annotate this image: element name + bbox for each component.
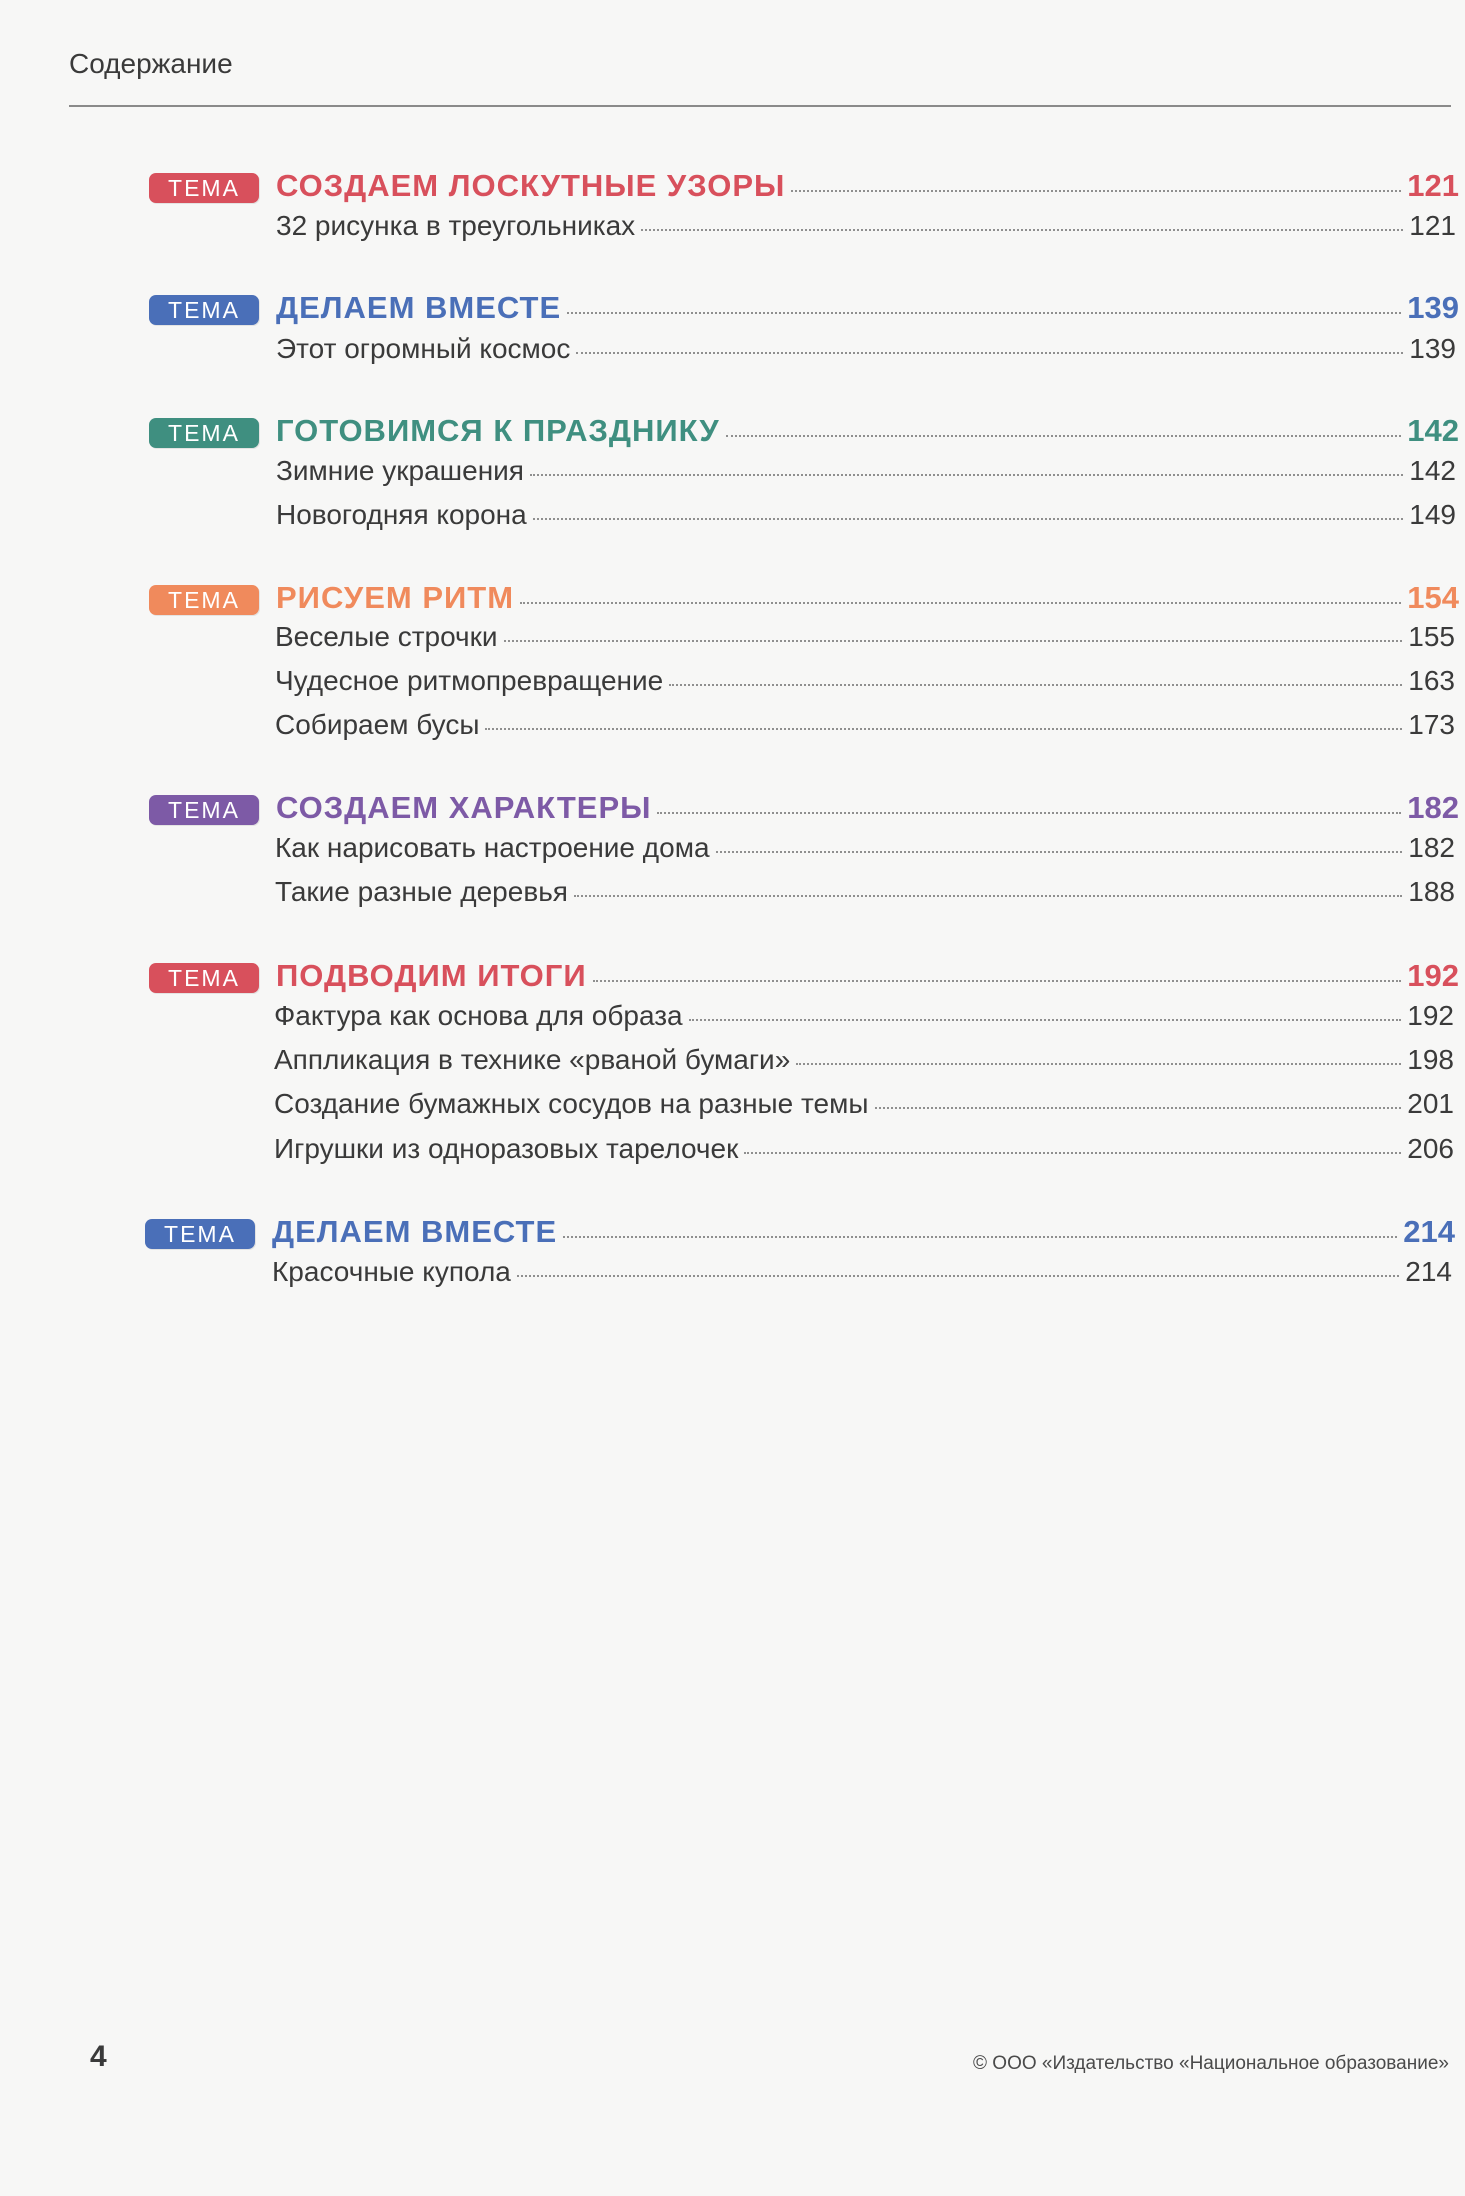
- theme-title: ДЕЛАЕМ ВМЕСТЕ: [272, 1214, 558, 1249]
- entry-title: Такие разные деревья: [275, 876, 568, 907]
- theme-page-number: 142: [1407, 413, 1459, 448]
- toc-entry[interactable]: [276, 455, 1456, 493]
- toc-theme-row[interactable]: [149, 580, 1459, 620]
- dot-leader: [517, 1275, 1399, 1277]
- dot-leader: [726, 435, 1402, 437]
- toc-entry[interactable]: [274, 1088, 1454, 1126]
- entry-page-number: 198: [1407, 1044, 1454, 1075]
- entry-page-number: 214: [1405, 1256, 1452, 1287]
- copyright-notice: © ООО «Издательство «Национальное образование»: [973, 2053, 1449, 2074]
- entry-page-number: 121: [1409, 210, 1456, 241]
- toc-entry[interactable]: [275, 665, 1455, 703]
- dot-leader: [744, 1152, 1401, 1154]
- dot-leader: [875, 1107, 1402, 1109]
- toc-theme-row[interactable]: [149, 790, 1459, 830]
- entry-title: Этот огромный космос: [276, 333, 571, 364]
- entry-page-number: 201: [1407, 1088, 1454, 1119]
- toc-theme-row[interactable]: [149, 958, 1459, 998]
- dot-leader: [689, 1019, 1402, 1021]
- theme-page-number: 139: [1407, 290, 1459, 325]
- entry-title: Чудесное ритмопревращение: [275, 665, 664, 696]
- theme-title: ГОТОВИМСЯ К ПРАЗДНИКУ: [276, 413, 720, 448]
- entry-title: Как нарисовать настроение дома: [275, 832, 710, 863]
- toc-theme-row[interactable]: [149, 413, 1459, 453]
- toc-entry[interactable]: [275, 876, 1455, 914]
- dot-leader: [530, 474, 1403, 476]
- dot-leader: [669, 684, 1402, 686]
- entry-page-number: 173: [1408, 709, 1455, 740]
- entry-title: Новогодняя корона: [276, 499, 527, 530]
- dot-leader: [791, 190, 1401, 192]
- dot-leader: [593, 980, 1402, 982]
- theme-badge: ТЕМА: [149, 795, 259, 825]
- toc-entry[interactable]: [275, 621, 1455, 659]
- entry-title: Фактура как основа для образа: [274, 1000, 683, 1031]
- toc-entry[interactable]: [275, 832, 1455, 870]
- theme-title: ПОДВОДИМ ИТОГИ: [276, 958, 587, 993]
- dot-leader: [657, 812, 1401, 814]
- toc-entry[interactable]: [272, 1256, 1452, 1294]
- entry-title: Аппликация в технике «рваной бумаги»: [274, 1044, 791, 1075]
- entry-page-number: 188: [1408, 876, 1455, 907]
- entry-title: Красочные купола: [272, 1256, 511, 1287]
- dot-leader: [576, 352, 1403, 354]
- dot-leader: [796, 1063, 1401, 1065]
- theme-title: ДЕЛАЕМ ВМЕСТЕ: [276, 290, 562, 325]
- dot-leader: [716, 851, 1403, 853]
- header-divider: [69, 105, 1451, 107]
- entry-page-number: 163: [1408, 665, 1455, 696]
- theme-title: СОЗДАЕМ ХАРАКТЕРЫ: [276, 790, 652, 825]
- entry-page-number: 139: [1409, 333, 1456, 364]
- theme-badge: ТЕМА: [149, 585, 259, 615]
- theme-page-number: 214: [1403, 1214, 1455, 1249]
- entry-title: Игрушки из одноразовых тарелочек: [274, 1133, 739, 1164]
- entry-page-number: 142: [1409, 455, 1456, 486]
- toc-entry[interactable]: [274, 1000, 1454, 1038]
- toc-entry[interactable]: [274, 1044, 1454, 1082]
- entry-page-number: 182: [1408, 832, 1455, 863]
- dot-leader: [567, 312, 1401, 314]
- page-header-title: Содержание: [69, 48, 233, 79]
- dot-leader: [520, 602, 1401, 604]
- toc-entry[interactable]: [274, 1133, 1454, 1171]
- toc-entry[interactable]: [276, 333, 1456, 371]
- dot-leader: [504, 640, 1403, 642]
- theme-page-number: 154: [1407, 580, 1459, 615]
- dot-leader: [533, 518, 1404, 520]
- toc-theme-row[interactable]: [145, 1214, 1455, 1254]
- toc-theme-row[interactable]: [149, 168, 1459, 208]
- theme-badge: ТЕМА: [149, 295, 259, 325]
- theme-badge: ТЕМА: [149, 173, 259, 203]
- entry-page-number: 192: [1407, 1000, 1454, 1031]
- theme-badge: ТЕМА: [149, 418, 259, 448]
- dot-leader: [563, 1236, 1397, 1238]
- theme-page-number: 192: [1407, 958, 1459, 993]
- toc-theme-row[interactable]: [149, 290, 1459, 330]
- entry-page-number: 206: [1407, 1133, 1454, 1164]
- entry-title: Создание бумажных сосудов на разные темы: [274, 1088, 869, 1119]
- theme-page-number: 121: [1407, 168, 1459, 203]
- entry-title: Собираем бусы: [275, 709, 480, 740]
- dot-leader: [485, 728, 1402, 730]
- entry-title: 32 рисунка в треугольниках: [276, 210, 636, 241]
- entry-page-number: 155: [1408, 621, 1455, 652]
- dot-leader: [641, 229, 1403, 231]
- theme-badge: ТЕМА: [149, 963, 259, 993]
- toc-entry[interactable]: [275, 709, 1455, 747]
- entry-page-number: 149: [1409, 499, 1456, 530]
- entry-title: Зимние украшения: [276, 455, 524, 486]
- theme-title: СОЗДАЕМ ЛОСКУТНЫЕ УЗОРЫ: [276, 168, 786, 203]
- page-number: 4: [90, 2040, 107, 2073]
- theme-page-number: 182: [1407, 790, 1459, 825]
- theme-title: РИСУЕМ РИТМ: [276, 580, 515, 615]
- theme-badge: ТЕМА: [145, 1219, 255, 1249]
- dot-leader: [574, 895, 1402, 897]
- entry-title: Веселые строчки: [275, 621, 498, 652]
- toc-entry[interactable]: [276, 210, 1456, 248]
- toc-entry[interactable]: [276, 499, 1456, 537]
